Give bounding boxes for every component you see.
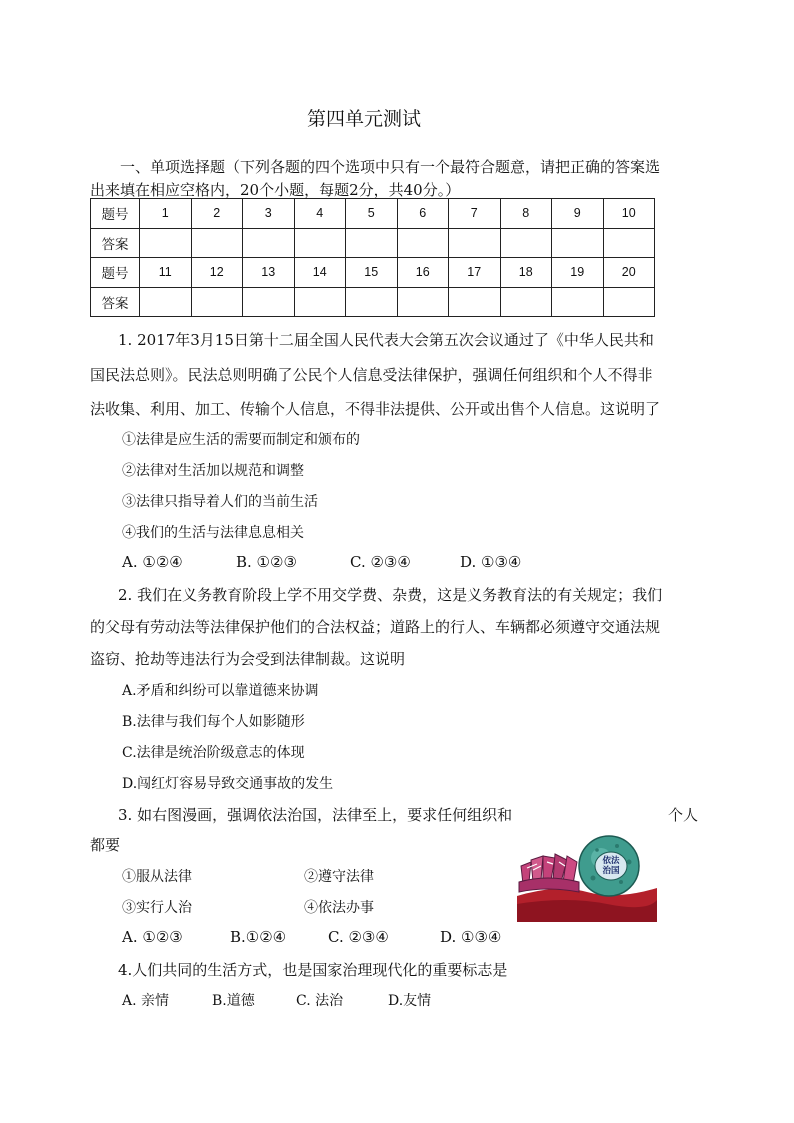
question-number: 2 — [191, 199, 243, 229]
statement-item: ④依法办事 — [304, 900, 374, 916]
row-label: 题号 — [91, 258, 140, 288]
answer-cell[interactable] — [191, 228, 243, 258]
answer-cell[interactable] — [603, 228, 655, 258]
answer-cell[interactable] — [397, 287, 449, 317]
question-number: 16 — [397, 258, 449, 288]
choice-a: A.矛盾和纠纷可以靠道德来协调 — [122, 683, 319, 699]
question-1-line2: 国民法总则》。民法总则明确了公民个人信息受法律保护，强调任何组织和个人不得非 — [90, 366, 653, 384]
statement-item: ②遵守法律 — [304, 869, 374, 885]
answer-cell[interactable] — [191, 287, 243, 317]
answer-cell[interactable] — [140, 287, 192, 317]
question-3-line1-tail: 个人 — [668, 806, 699, 824]
row-label: 答案 — [91, 287, 140, 317]
question-2-line3: 盗窃、抢劫等违法行为会受到法律制裁。这说明 — [90, 650, 406, 668]
table-row — [91, 287, 655, 317]
answer-cell[interactable] — [552, 287, 604, 317]
answer-cell[interactable] — [449, 287, 501, 317]
table-row — [91, 228, 655, 258]
statement-item: ④我们的生活与法律息息相关 — [122, 525, 304, 541]
page-title: 第四单元测试 — [306, 108, 421, 130]
choice-c: C.法律是统治阶级意志的体现 — [122, 745, 305, 761]
choice-b: B. ①②③ — [236, 553, 297, 571]
choice-c: C. ②③④ — [328, 928, 389, 946]
question-number: 14 — [294, 258, 346, 288]
choice-d: D.闯红灯容易导致交通事故的发生 — [122, 776, 334, 792]
choice-a: A. 亲情 — [122, 993, 170, 1009]
answer-cell[interactable] — [500, 287, 552, 317]
question-number: 13 — [243, 258, 295, 288]
section-heading-line1: 一、单项选择题（下列各题的四个选项中只有一个最符合题意，请把正确的答案选 — [120, 158, 661, 176]
answer-cell[interactable] — [500, 228, 552, 258]
question-3-line2: 都要 — [90, 836, 121, 854]
rule-of-law-cartoon-image — [517, 826, 657, 922]
answer-cell[interactable] — [294, 228, 346, 258]
choice-b: B.道德 — [212, 993, 255, 1009]
answer-cell[interactable] — [140, 228, 192, 258]
answer-cell[interactable] — [346, 287, 398, 317]
question-number: 19 — [552, 258, 604, 288]
choice-b: B.①②④ — [230, 928, 287, 946]
question-number: 7 — [449, 199, 501, 229]
question-1-line3: 法收集、利用、加工、传输个人信息，不得非法提供、公开或出售个人信息。这说明了 — [90, 400, 661, 418]
question-1-line1: 1. 2017年3月15日第十二届全国人民代表大会第五次会议通过了《中华人民共和 — [118, 331, 654, 349]
statement-item: ③法律只指导着人们的当前生活 — [122, 494, 318, 510]
question-number: 11 — [140, 258, 192, 288]
question-number: 5 — [346, 199, 398, 229]
question-number: 8 — [500, 199, 552, 229]
question-number: 12 — [191, 258, 243, 288]
question-number: 3 — [243, 199, 295, 229]
choice-c: C. 法治 — [296, 993, 344, 1009]
question-number: 17 — [449, 258, 501, 288]
answer-cell[interactable] — [449, 228, 501, 258]
table-row — [91, 199, 655, 229]
statement-item: ①法律是应生活的需要而制定和颁布的 — [122, 432, 360, 448]
question-2-line2: 的父母有劳动法等法律保护他们的合法权益；道路上的行人、车辆都必须遵守交通法规 — [90, 618, 661, 636]
question-number: 15 — [346, 258, 398, 288]
choice-a: A. ①②③ — [122, 928, 183, 946]
question-3-line1: 3. 如右图漫画，强调依法治国，法律至上，要求任何组织和 — [118, 806, 513, 824]
choice-a: A. ①②④ — [122, 553, 183, 571]
question-number: 9 — [552, 199, 604, 229]
question-number: 20 — [603, 258, 655, 288]
statement-item: ③实行人治 — [122, 900, 192, 916]
statement-item: ①服从法律 — [122, 869, 192, 885]
choice-d: D. ①③④ — [440, 928, 502, 946]
choice-b: B.法律与我们每个人如影随形 — [122, 714, 305, 730]
answer-table — [90, 198, 655, 317]
question-number: 4 — [294, 199, 346, 229]
question-4-line1: 4.人们共同的生活方式，也是国家治理现代化的重要标志是 — [118, 961, 508, 979]
question-number: 10 — [603, 199, 655, 229]
answer-cell[interactable] — [243, 228, 295, 258]
answer-cell[interactable] — [243, 287, 295, 317]
choice-d: D.友情 — [388, 993, 432, 1009]
question-2-line1: 2. 我们在义务教育阶段上学不用交学费、杂费，这是义务教育法的有关规定；我们 — [118, 586, 663, 604]
answer-cell[interactable] — [603, 287, 655, 317]
answer-cell[interactable] — [552, 228, 604, 258]
row-label: 题号 — [91, 199, 140, 229]
table-row — [91, 258, 655, 288]
question-number: 6 — [397, 199, 449, 229]
section-heading-line2: 出来填在相应空格内，20个小题，每题2分，共40分。） — [90, 181, 461, 199]
choice-d: D. ①③④ — [460, 553, 522, 571]
cartoon-label: 依法治国 — [602, 856, 620, 876]
question-number: 1 — [140, 199, 192, 229]
answer-cell[interactable] — [294, 287, 346, 317]
answer-cell[interactable] — [346, 228, 398, 258]
choice-c: C. ②③④ — [350, 553, 411, 571]
statement-item: ②法律对生活加以规范和调整 — [122, 463, 304, 479]
question-number: 18 — [500, 258, 552, 288]
answer-cell[interactable] — [397, 228, 449, 258]
row-label: 答案 — [91, 228, 140, 258]
